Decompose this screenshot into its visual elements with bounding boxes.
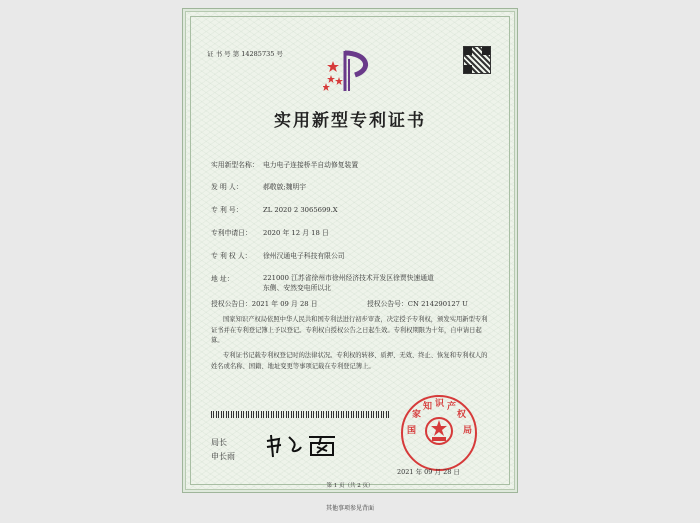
director-title: 局长 xyxy=(211,438,227,447)
paragraph-legal-status: 专利证书记载专利权登记时的法律状况。专利权的转移、质押、无效、终止、恢复和专利权人的姓名或名称、国籍、地址变更等事项记载在专利登记簿上。 xyxy=(211,352,488,370)
paragraph-decision: 国家知识产权局依照中华人民共和国专利法进行初步审查，决定授予专利权，颁发实用新型专利证书并在专利登记簿上予以登记。专利权自授权公告之日起生效。专利权期限为十年，自申请日起算。 xyxy=(211,316,488,344)
certificate-title: 实用新型专利证书 xyxy=(274,111,426,131)
field-inventor xyxy=(211,181,306,191)
seal-char: 家 xyxy=(412,410,422,420)
seal-char: 权 xyxy=(457,410,467,420)
field-value: 221000 江苏省徐州市徐州经济技术开发区徐贾快速通道东侧、安然变电所以北 xyxy=(263,274,434,292)
director-signature xyxy=(263,431,343,459)
barcode xyxy=(211,411,389,418)
national-emblem-icon xyxy=(423,415,455,447)
field-value: 电力电子连接桥半自动修复装置 xyxy=(263,161,359,169)
seal-char: 识 xyxy=(435,399,445,409)
field-label: 发 明 人： xyxy=(211,183,243,191)
seal-date: 2021 年 09 月 28 日 xyxy=(397,468,460,476)
page-number: 第 1 页（共 2 页） xyxy=(326,483,374,489)
seal-char: 产 xyxy=(447,402,457,412)
field-address xyxy=(211,273,493,293)
qr-code xyxy=(463,46,491,74)
field-value: 2020 年 12 月 18 日 xyxy=(263,229,329,237)
seal-char: 局 xyxy=(463,426,473,436)
seal-char: 国 xyxy=(407,426,417,436)
grant-date: 授权公告日：2021 年 09 月 28 日 xyxy=(211,300,318,308)
cnipa-logo xyxy=(323,47,381,95)
director-name: 申长雨 xyxy=(211,452,235,461)
footer-note: 其他事项参见背面 xyxy=(325,505,374,512)
patent-certificate xyxy=(182,8,518,493)
field-patent-number xyxy=(211,204,338,214)
field-value: ZL 2020 2 3065699.X xyxy=(263,206,338,214)
field-application-date xyxy=(211,227,329,237)
field-value: 徐州汉通电子科技有限公司 xyxy=(263,252,345,260)
field-patentee xyxy=(211,250,345,260)
field-label: 专 利 号： xyxy=(211,206,243,214)
official-seal xyxy=(401,395,477,471)
field-utility-model-name xyxy=(211,159,358,169)
field-label: 实用新型名称： xyxy=(211,161,259,169)
field-value: 郝敬啟;魏明宇 xyxy=(263,183,307,191)
field-label: 地 址： xyxy=(211,275,234,283)
certificate-number: 证 书 号 第 14285735 号 xyxy=(207,50,283,58)
seal-char: 知 xyxy=(423,402,433,412)
field-label: 专 利 权 人： xyxy=(211,252,252,260)
grant-number: 授权公告号：CN 214290127 U xyxy=(367,300,468,308)
field-label: 专利申请日： xyxy=(211,229,252,237)
